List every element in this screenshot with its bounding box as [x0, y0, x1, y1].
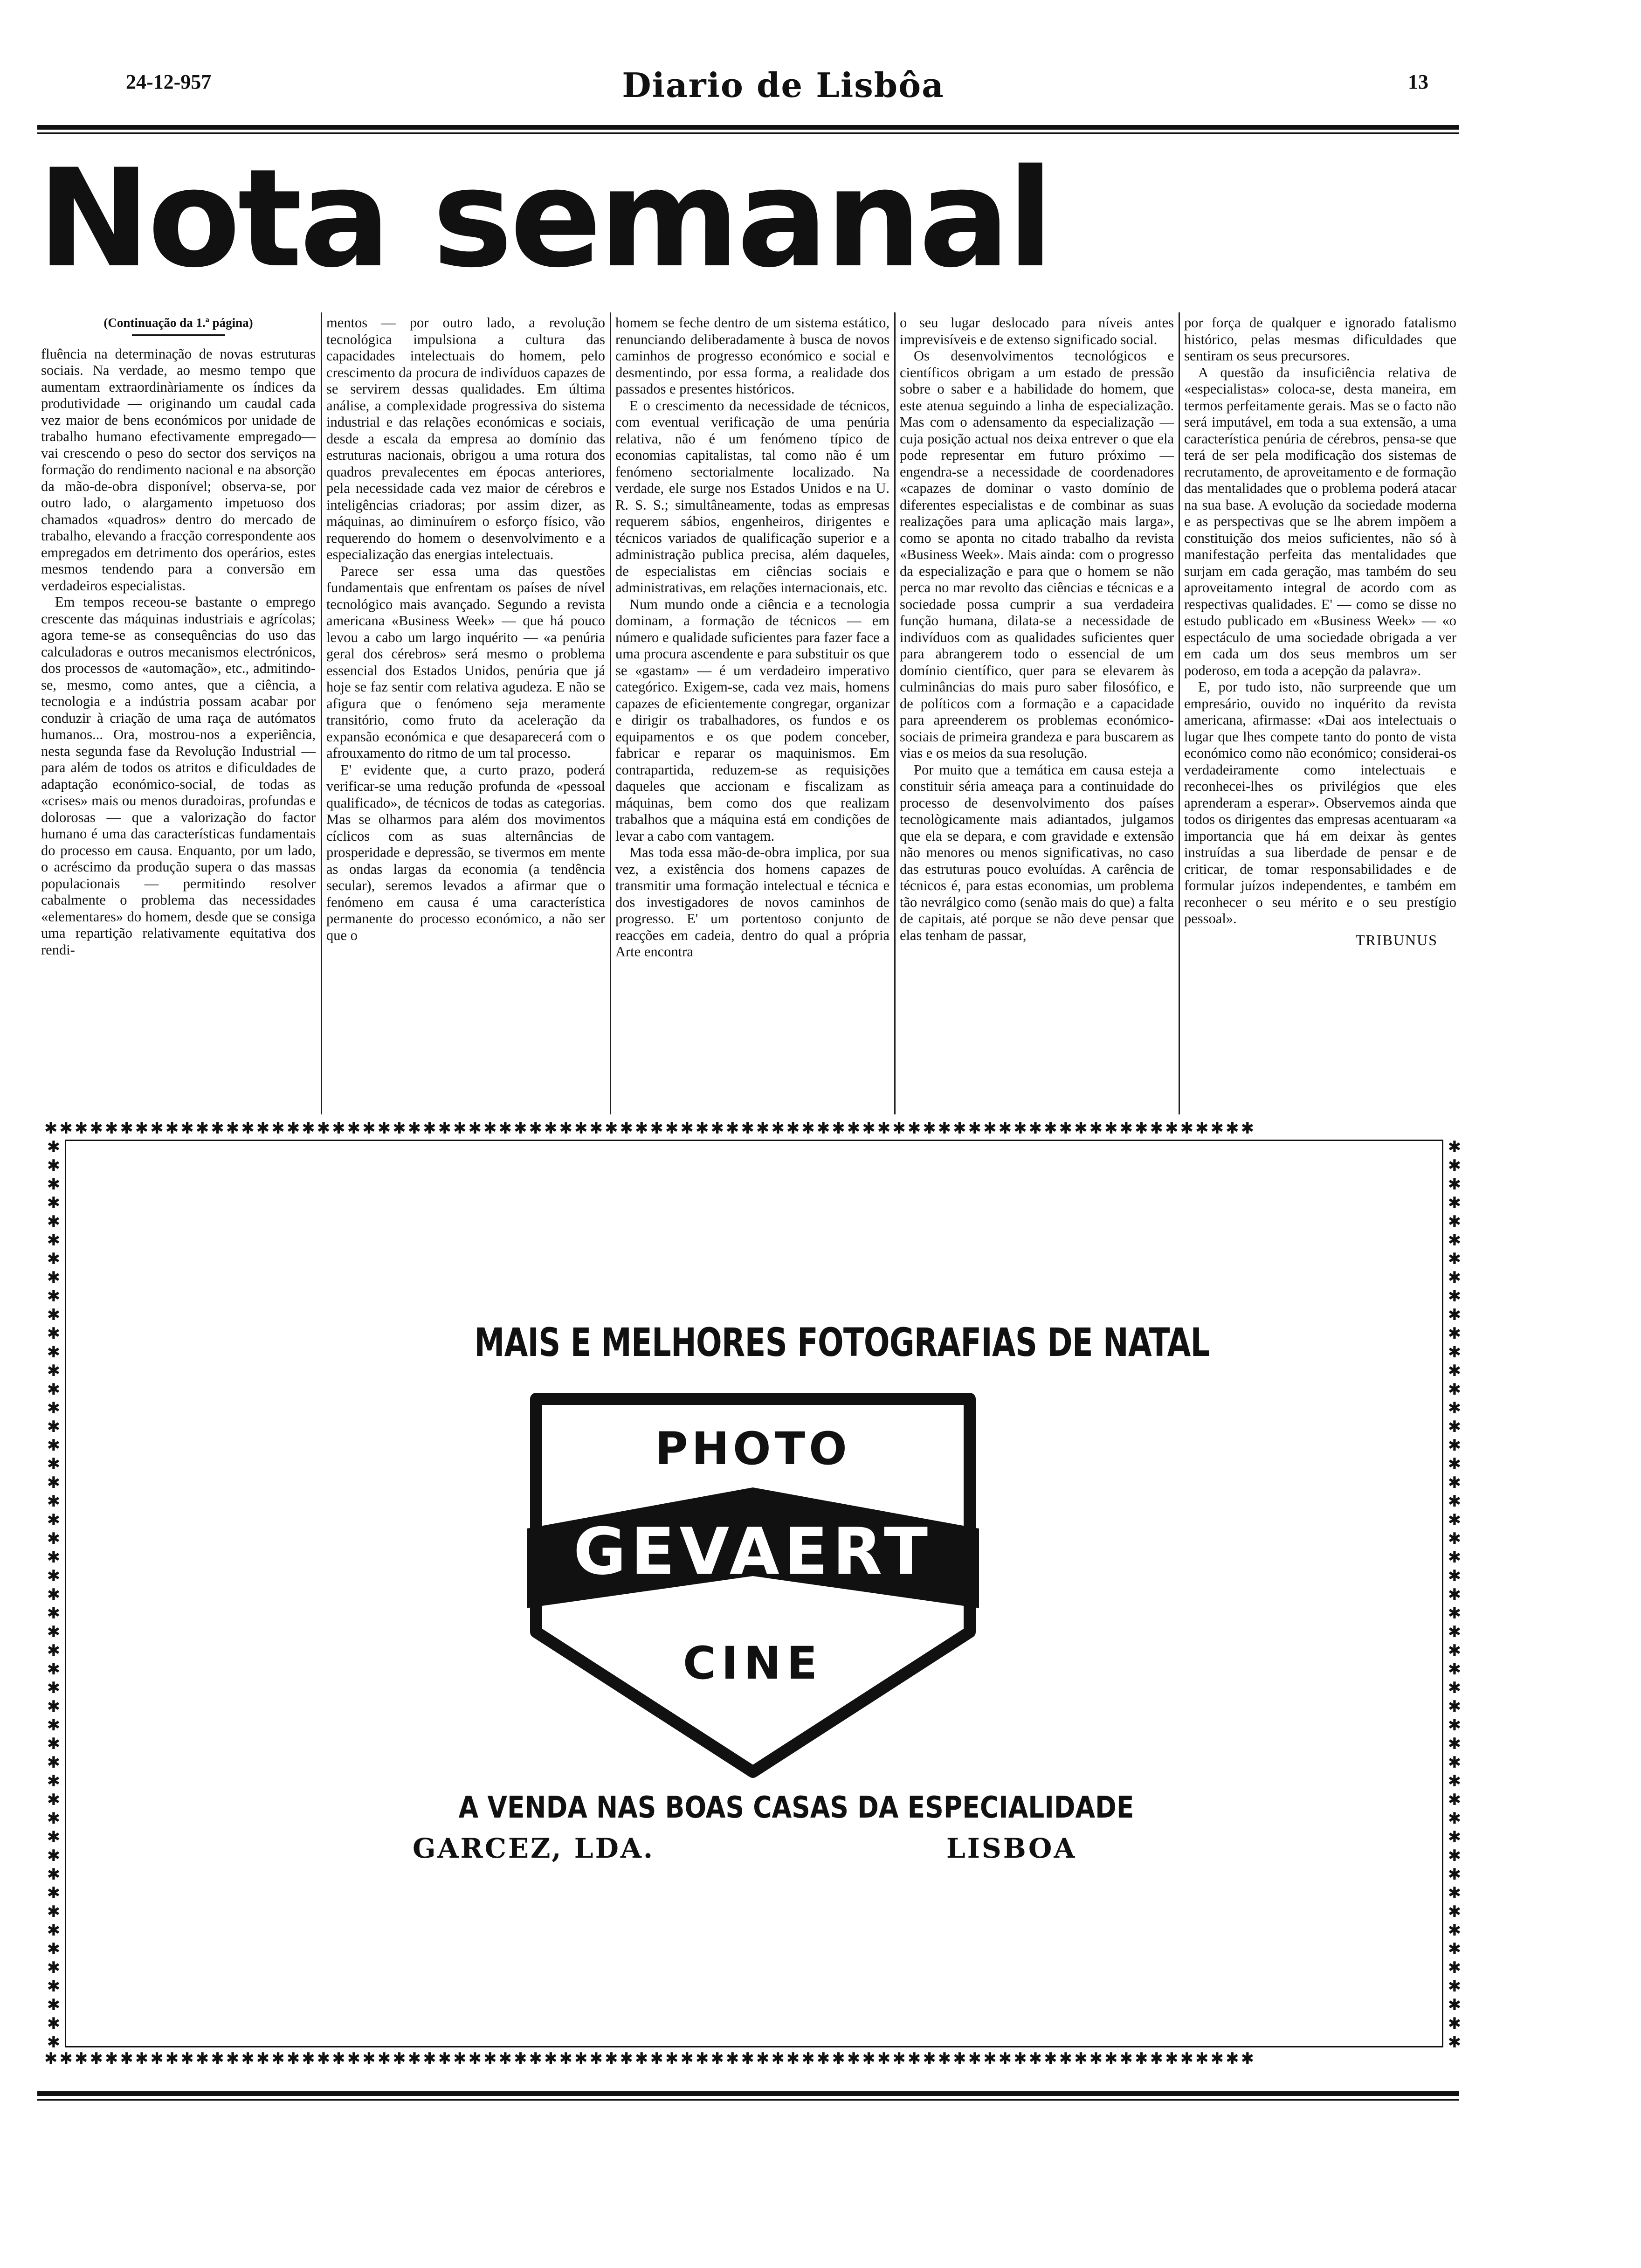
newspaper-title: Diario de Lisbôa [622, 65, 945, 105]
inner-border [65, 2046, 1443, 2047]
star-border-top: ✱✱✱✱✱✱✱✱✱✱✱✱✱✱✱✱✱✱✱✱✱✱✱✱✱✱✱✱✱✱✱✱✱✱✱✱✱✱✱✱✱✱✱✱✱✱✱✱✱✱✱✱✱✱✱✱✱✱✱✱✱✱✱✱✱✱✱✱✱✱✱✱✱✱✱✱✱✱✱✱ [44, 1119, 1256, 1138]
paragraph: Num mundo onde a ciência e a tecnologia dominam, a formação de técnicos — em número e qualidade suficientes para fazer face a uma procura ascendente e para substituir os que se «gastam» — é um verdadeiro imperativo categórico. Exigem-se, cada vez mais, homens capazes de eficientemente congregar, organizar e dirigir os trabalhadores, os fundos e os equipamentos e os que podem conceber, fabricar e reparar os maquinismos. Em contrapartida, reduzem-se as requisições daqueles que accionam e fiscalizam as máquinas, bem como dos que realizam trabalhos que a máquina está em condições de levar a cabo com vantagem. [615, 596, 889, 844]
column-divider [894, 312, 896, 1114]
inner-border [1442, 1140, 1443, 2047]
paragraph: por força de qualquer e ignorado fatalismo histórico, pelas mesmas dificuldades que sentiram os seus precursores. [1184, 315, 1456, 364]
article-column-1 [37, 315, 319, 1112]
logo-top-text: PHOTO [655, 1423, 851, 1475]
masthead-rule-thin [37, 132, 1459, 134]
paragraph: fluência na determinação de novas estruturas sociais. Na verdade, ao mesmo tempo que aumentam extraordinàriamente os índices da produtividade — originando um caudal cada vez maior de bens económicos por unidade de trabalho humano efectivamente empregado—vai crescendo o peso do sector dos serviços na formação do rendimento nacional e na absorção da mão-de-obra disponível; observa-se, por outro lado, o alargamento impetuoso dos chamados «quadros» dentro do mercado de trabalho, elevando a fracção correspondente aos empregados em detrimento dos operários, estes mesmos tendendo para a conversão em verdadeiros especialistas. [41, 346, 316, 594]
paragraph: homem se feche dentro de um sistema estático, renunciando deliberadamente à busca de novos caminhos de progresso económico e social e desmentindo, por essa forma, a realidade dos passados e presentes históricos. [615, 315, 889, 397]
column-divider [1179, 312, 1180, 1114]
footer-rule-thin [37, 2099, 1459, 2101]
gevaert-shield-icon [527, 1390, 979, 1781]
column-divider [610, 312, 611, 1114]
paragraph: E, por tudo isto, não surpreende que um empresário, ouvido no inquérito da revista americana, afirmasse: «Dai aos intelectuais o lugar que lhes compete tanto do ponto de vista económico como não económico; considerai-os verdadeiramente como intelectuais e reconhecei-lhes os privilégios que eles aprenderam a esperar». Observemos ainda que todos os dirigentes das empresas acentuaram «a importancia que há em deixar às gentes instruídas a sua liberdade de pensar e de criticar, de tomar responsabilidades e de formular juízos independentes, e também em reconhecer o seu mérito e o seu prestígio pessoal». [1184, 679, 1456, 927]
paragraph: E o crescimento da necessidade de técnicos, com eventual verificação de uma penúria relativa, não é um fenómeno típico de economias capitalistas, tal como não é um fenómeno sectorialmente localizado. Na verdade, ele surge nos Estados Unidos e na U. R. S. S.; simultâneamente, todas as empresas requerem sábios, engenheiros, dirigentes e técnicos variados de qualificação superior e a administração publica precisa, além daqueles, de especialistas em ciências sociais e administrativas, em relações internacionais, etc. [615, 397, 889, 595]
continuation-note: (Continuação da 1.ª página) [103, 316, 253, 330]
ad-availability: A VENDA NAS BOAS CASAS DA ESPECIALIDADE [458, 1791, 1134, 1825]
article-column-3 [612, 315, 893, 1112]
headline: Nota semanal [37, 149, 1051, 289]
logo-bottom-text: CINE [683, 1637, 823, 1689]
star-border-left: ✱✱✱✱✱✱✱✱✱✱✱✱✱✱✱✱✱✱✱✱✱✱✱✱✱✱✱✱✱✱✱✱✱✱✱✱✱✱✱✱✱✱✱✱✱✱✱✱✱ [47, 1138, 61, 2049]
paragraph: Mas toda essa mão-de-obra implica, por sua vez, a existência dos homens capazes de transmitir uma formação intelectual e técnica e dos investigadores de novos caminhos de progresso. E' um portentoso conjunto de reacções em cadeia, dentro do qual a própria Arte encontra [615, 844, 889, 960]
article-column-2 [323, 315, 609, 1112]
paragraph: Em tempos receou-se bastante o emprego crescente das máquinas industriais e agrícolas; agora teme-se as consequências do uso das calculadoras e outros mecanismos electrónicos, dos processos de «automação», etc., admitindo-se, mesmo, como antes, que a ciência, a tecnologia e a indústria possam acabar por conduzir à criação de uma raça de autómatos humanos... Ora, mostrou-nos a experiência, nesta segunda fase da Revolução Industrial — para além de todos os atritos e dificuldades de adaptação económico-social, de todas as «crises» mais ou menos duradoiras, profundas e dolorosas — que a valorização do factor humano é uma das características fundamentais do processo em causa. Enquanto, por um lado, o acréscimo da produção supera o das massas populacionais — permitindo resolver cabalmente o problema das necessidades «elementares» do homem, desde que se consiga uma repartição relativamente equitativa dos rendi- [41, 594, 316, 958]
logo-brand-text: GEVAERT [573, 1514, 933, 1589]
author-signature: TRIBUNUS [1355, 931, 1438, 948]
ad-city: LISBOA [946, 1832, 1077, 1864]
paragraph: mentos — por outro lado, a revolução tecnológica impulsiona a cultura das capacidades intelectuais do homem, pelo crescimento da procura de indivíduos capazes de se servirem dessas qualidades. Em última análise, a complexidade progressiva do sistema industrial e das relações económicas e sociais, desde a escala da empresa ao domínio das estruturas nacionais, obrigou a uma rotura dos quadros prevalecentes em épocas anteriores, pela necessidade cada vez maior de cérebros e inteligências criadoras; por assim dizer, as máquinas, ao diminuírem o esforço físico, vão requerendo do homem o desenvolvimento e a especialização das energias intelectuais. [326, 315, 605, 562]
footer-rule [37, 2091, 1459, 2096]
continuation-rule [132, 334, 225, 336]
masthead-rule [37, 125, 1459, 130]
page-number: 13 [1408, 70, 1428, 93]
paragraph: Os desenvolvimentos tecnológicos e científicos obrigam a um estado de pressão sobre o saber e a habilidade do homem, que este atenua seguindo a linha de especialização. Mas com o adensamento da especialização — cuja posição actual nos deixa entrever o que ela pode representar em futuro próximo — engendra-se a necessidade de coordenadores «capazes de dominar o vasto domínio de diferentes especialistas e de combinar as suas realizações para uma aplicação mais larga», como se aponta no citado trabalho da revista «Business Week». Mais ainda: com o progresso da especialização e para que o homem se não perca no mar revolto das ciências e técnicas e a sociedade possa cumprir a sua verdadeira função humana, dilata-se a necessidade de indivíduos com as qualidades suficientes quer para abrangerem todo o essencial de um domínio científico, quer para se elevarem às culminâncias do mais puro saber filosófico, e de políticos com a formação e a capacidade para apreenderem os problemas económico-sociais de primeira grandeza e para buscarem as vias e os meios da sua resolução. [900, 348, 1174, 761]
article-column-5 [1180, 315, 1460, 1112]
paragraph: E' evidente que, a curto prazo, poderá verificar-se uma redução profunda de «pessoal qualificado», de técnicos de todas as categorias. Mas se olharmos para além dos movimentos cíclicos com as suas alternâncias de prosperidade e depressão, se tivermos em mente as ondas largas da economia (a tendência secular), seremos levados a afirmar que o fenómeno em causa é uma característica permanente do processo económico, a não ser que o [326, 761, 605, 943]
inner-border [65, 1140, 1443, 1141]
paragraph: Parece ser essa uma das questões fundamentais que enfrentam os países de nível tecnológico mais avançado. Segundo a revista americana «Business Week» — que há pouco levou a cabo um largo inquérito — «a penúria geral dos cérebros» será mesmo o problema essencial dos Estados Unidos, penúria que já hoje se faz sentir com relativa agudeza. E não se afigura que o fenómeno seja meramente transitório, como fruto da aceleração da expansão económica e que desaparecerá com o afrouxamento do ritmo de um tal processo. [326, 563, 605, 761]
star-border-bottom: ✱✱✱✱✱✱✱✱✱✱✱✱✱✱✱✱✱✱✱✱✱✱✱✱✱✱✱✱✱✱✱✱✱✱✱✱✱✱✱✱✱✱✱✱✱✱✱✱✱✱✱✱✱✱✱✱✱✱✱✱✱✱✱✱✱✱✱✱✱✱✱✱✱✱✱✱✱✱✱✱ [44, 2049, 1256, 2068]
issue-date: 24-12-957 [126, 70, 212, 93]
ad-company: GARCEZ, LDA. [413, 1832, 655, 1864]
paragraph: Por muito que a temática em causa esteja a constituir séria ameaça para a continuidade do processo de desenvolvimento dos países tecnològicamente mais adiantados, julgamos que ela se depara, e com gravidade e extensão não menores ou menos significativas, no caso das estruturas pouco evoluídas. A carência de técnicos é, para estas economias, um problema tão nevrálgico como (senão mais do que) a falta de capitais, até porque se não deve pensar que elas tenham de passar, [900, 761, 1174, 943]
gevaert-logo [527, 1390, 979, 1781]
ad-tagline: MAIS E MELHORES FOTOGRAFIAS DE NATAL [474, 1320, 1210, 1365]
column-divider [321, 312, 322, 1114]
star-border-right: ✱✱✱✱✱✱✱✱✱✱✱✱✱✱✱✱✱✱✱✱✱✱✱✱✱✱✱✱✱✱✱✱✱✱✱✱✱✱✱✱✱✱✱✱✱✱✱✱✱ [1448, 1138, 1462, 2049]
paragraph: A questão da insuficiência relativa de «especialistas» coloca-se, desta maneira, em termos perfeitamente gerais. Mas se o facto não será imputável, em toda a sua extensão, a uma característica penúria de cérebros, pensa-se que terá de ser pela modificação dos sistemas de recrutamento, de aproveitamento e de formação das mentalidades que o problema poderá atacar na sua base. A evolução da sociedade moderna e as perspectivas que se lhe abrem impõem a constituição dos meios suficientes, não só à manifestação perfeita das mentalidades que surjam em cada geração, mas também do seu aproveitamento integral de acordo com as respectivas qualidades. E' — como se disse no estudo publicado em «Business Week» — «o espectáculo de uma sociedade obrigada a ver em cada um dos seus membros um ser poderoso, em toda a acepção da palavra». [1184, 364, 1456, 678]
inner-border [65, 1140, 66, 2047]
article-column-4 [896, 315, 1178, 1112]
paragraph: o seu lugar deslocado para níveis antes imprevisíveis e de extenso significado social. [900, 315, 1174, 347]
